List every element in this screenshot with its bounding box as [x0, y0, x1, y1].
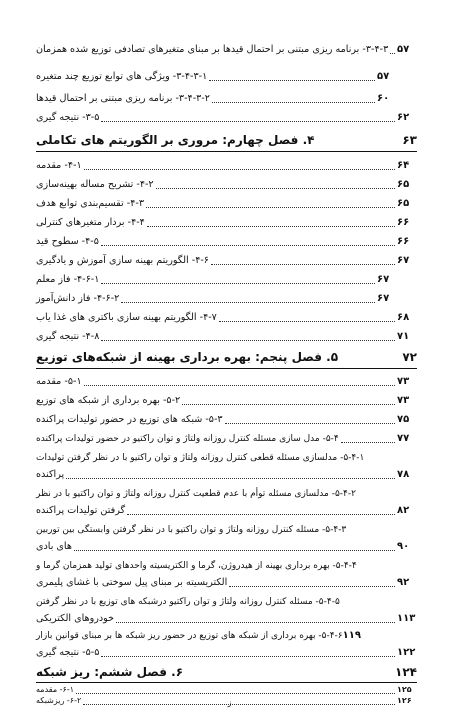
toc-entry[interactable] [36, 291, 397, 307]
toc-entry[interactable] [36, 393, 417, 409]
toc-entry[interactable] [36, 594, 417, 610]
entry-page: ۶۵ [397, 198, 410, 209]
entry-page: ۷۱ [397, 331, 410, 342]
entry-title: ۴-۱- مقدمه [36, 160, 82, 171]
chapter-title: ۴. فصل چهارم: مروری بر الگوریتم های تکاملی [36, 133, 315, 147]
entry-title: ۴-۶-۲- فاز دانش‌آموز [36, 293, 120, 304]
entry-title: ۳-۴-۳-۲- برنامه ریزی مبتنی بر احتمال قیدها [36, 93, 210, 104]
entry-title: ۵-۵- نتیجه گیری [36, 647, 100, 658]
chapter-title: ۵. فصل پنجم: بهره برداری بهینه از شبکه‌های توزیع [36, 350, 339, 364]
dot-leader [84, 384, 395, 386]
dot-leader [74, 549, 395, 551]
entry-page: ۷۵ [397, 414, 410, 425]
entry-title: ۶-۲- ریزشبکه [36, 696, 82, 705]
entry-page: ۱۲۶ [397, 696, 412, 705]
dot-leader [127, 513, 395, 515]
entry-page: ۱۲۲ [397, 647, 416, 658]
entry-page: ۶۷ [377, 293, 390, 304]
dot-leader [76, 692, 395, 694]
entry-page: ۶۸ [397, 312, 410, 323]
dot-leader [209, 79, 375, 81]
entry-page: ۷۷ [397, 433, 410, 444]
entry-title: ۴-۳- تقسیم‌بندی توابع هدف [36, 198, 144, 209]
toc-entry[interactable] [36, 310, 417, 326]
entry-page: ۶۵ [397, 179, 410, 190]
entry-title: ۴-۵- سطوح قید [36, 236, 99, 247]
dot-leader [211, 263, 395, 265]
chapter-rule [36, 151, 417, 152]
entry-title: ۵-۲- بهره برداری از شبکه های توزیع [36, 395, 181, 406]
entry-title: خودروهای الکتریکی [36, 613, 115, 624]
entry-page: ۶۶ [397, 217, 410, 228]
entry-page: ۷۳ [397, 395, 410, 406]
dot-leader [225, 422, 395, 424]
dot-leader [101, 339, 395, 341]
entry-title: الکتریسیته بر مبنای پیل سوختی با غشای پلیمری [36, 577, 228, 588]
toc-entry[interactable] [36, 158, 417, 174]
chapter-page: ۱۲۴ [395, 665, 417, 679]
toc-entry[interactable] [36, 374, 417, 390]
toc-entry[interactable] [36, 685, 417, 695]
toc-entry[interactable] [36, 329, 417, 345]
entry-title: های بادی [36, 541, 72, 552]
entry-title: ۶-۱- مقدمه [36, 685, 75, 694]
chapter-page: ۷۲ [402, 350, 417, 364]
entry-page: ۱۲۵ [397, 685, 412, 694]
entry-page: ۹۰ [397, 541, 410, 552]
entry-title: ۴-۶-۱- فاز معلم [36, 274, 100, 285]
dot-leader [116, 621, 395, 623]
dot-leader [101, 282, 375, 284]
toc-entry[interactable] [36, 272, 397, 288]
entry-page: ۶۴ [397, 160, 410, 171]
dot-leader [390, 52, 395, 54]
entry-title: ۵-۱- مقدمه [36, 376, 82, 387]
entry-title: ۳-۴-۳- برنامه ریزی مبتنی بر احتمال قیدها بر مبنای متغیرهای تصادفی توزیع شده همزمان [36, 44, 389, 55]
entry-page: ۵۷ [377, 71, 390, 82]
chapter-rule [36, 368, 417, 369]
toc-entry-cont[interactable] [36, 503, 417, 519]
dot-leader [219, 320, 395, 322]
dot-leader [84, 168, 395, 170]
toc-entry[interactable] [36, 215, 417, 231]
entry-title: ۵-۴-۵- مسئله کنترل روزانه ولتاژ و توان راکتیو درشبکه های توزیع با در نظر گرفتن [36, 597, 340, 607]
toc-entry[interactable] [36, 450, 417, 466]
entry-title: ۵-۴- مدل سازی مسئله کنترل روزانه ولتاژ و توان راکتیو در حضور تولیدات پراکنده [36, 434, 339, 444]
toc-entry[interactable] [36, 196, 417, 212]
entry-page: ۶۶ [397, 236, 410, 247]
entry-title: ۴-۷- الگوریتم بهینه سازی باکتری های غذا یاب [36, 312, 217, 323]
toc-entry[interactable] [36, 42, 417, 58]
toc-entry[interactable] [36, 253, 417, 269]
toc-entry[interactable] [36, 558, 417, 574]
entry-title: ۴-۴- بردار متغیرهای کنترلی [36, 217, 145, 228]
dot-leader [182, 403, 395, 405]
toc-entry[interactable] [36, 110, 417, 126]
entry-title: ۴-۲- تشریح مساله بهینه‌سازی [36, 179, 154, 190]
toc-entry[interactable] [36, 412, 417, 428]
chapter-heading[interactable] [36, 130, 417, 150]
entry-title: ۵-۳- شبکه های توزیع در حضور تولیدات پراکنده [36, 414, 223, 425]
toc-entry[interactable] [36, 431, 417, 447]
entry-title: ۵-۴-۲- مدلسازی مسئله توأم با عدم قطعیت کنترل روزانه ولتاژ و توان راکتیو با در نظر [36, 489, 356, 499]
toc-entry[interactable] [36, 69, 397, 85]
entry-title: پراکنده [36, 469, 65, 480]
entry-title: ۳-۴-۳-۱- ویژگی های توابع توزیع چند متغیره [36, 71, 208, 82]
entry-page: ۶۷ [377, 274, 390, 285]
dot-leader [147, 225, 395, 227]
entry-page: ۶۲ [397, 112, 410, 123]
dot-leader [101, 244, 395, 246]
entry-title: ۳-۵- نتیجه گیری [36, 112, 100, 123]
entry-page: ۷۳ [397, 376, 410, 387]
toc-entry[interactable] [36, 628, 417, 644]
toc-entry[interactable] [36, 91, 397, 107]
entry-page: ۱۱۳ [397, 613, 416, 624]
dot-leader [229, 585, 395, 587]
entry-title: گرفتن تولیدات پراکنده [36, 505, 126, 516]
entry-page: ۷۸ [397, 469, 410, 480]
dot-leader [101, 120, 395, 122]
dot-leader [121, 301, 375, 303]
toc-entry[interactable] [36, 177, 417, 193]
entry-title: ۴-۶- الگوریتم بهینه سازی آموزش و یادگیری [36, 255, 209, 266]
entry-page: ۶۷ [397, 255, 410, 266]
toc-entry[interactable] [36, 486, 417, 502]
entry-title: ۵-۴-۴- بهره برداری بهینه از هیدروژن، گرما و الکتریسیته واحدهای تولید همزمان گرما و [36, 561, 357, 571]
entry-title: ۵-۴-۶- بهره برداری از شبکه های توزیع در حضور ریز شبکه ها بر مبنای قوانین بازار [36, 631, 343, 641]
toc-entry-cont[interactable] [36, 467, 417, 483]
dot-leader [156, 187, 395, 189]
dot-leader [101, 655, 395, 657]
toc-entry[interactable] [36, 234, 417, 250]
dot-leader [341, 441, 395, 443]
toc-entry-cont[interactable] [36, 575, 417, 591]
page-folio: ز [227, 698, 232, 707]
chapter-page: ۶۳ [402, 133, 417, 147]
entry-page: ۱۱۹ [342, 630, 361, 641]
toc-entry[interactable] [36, 645, 417, 661]
entry-page: ۹۲ [397, 577, 410, 588]
entry-page: ۸۲ [397, 505, 410, 516]
dot-leader [146, 206, 395, 208]
dot-leader [212, 101, 375, 103]
chapter-title: ۶. فصل ششم: ریز شبکه [36, 665, 184, 679]
entry-page: ۵۷ [397, 44, 410, 55]
toc-entry[interactable] [36, 522, 417, 538]
chapter-heading[interactable] [36, 347, 417, 367]
entry-title: ۴-۸- نتیجه گیری [36, 331, 100, 342]
chapter-heading[interactable] [36, 662, 417, 682]
chapter-rule [36, 682, 417, 683]
entry-page: ۶۰ [377, 93, 390, 104]
entry-title: ۵-۴-۱- مدلسازی مسئله قطعی کنترل روزانه ولتاژ و توان راکتیو با در نظر گرفتن تولیدات [36, 453, 365, 463]
toc-entry-cont[interactable] [36, 611, 417, 627]
toc-entry-cont[interactable] [36, 539, 417, 555]
entry-title: ۵-۴-۳- مسئله کنترل روزانه ولتاژ و توان راکتیو با در نظر گرفتن وابستگی بین توربین [36, 525, 347, 535]
dot-leader [66, 477, 395, 479]
